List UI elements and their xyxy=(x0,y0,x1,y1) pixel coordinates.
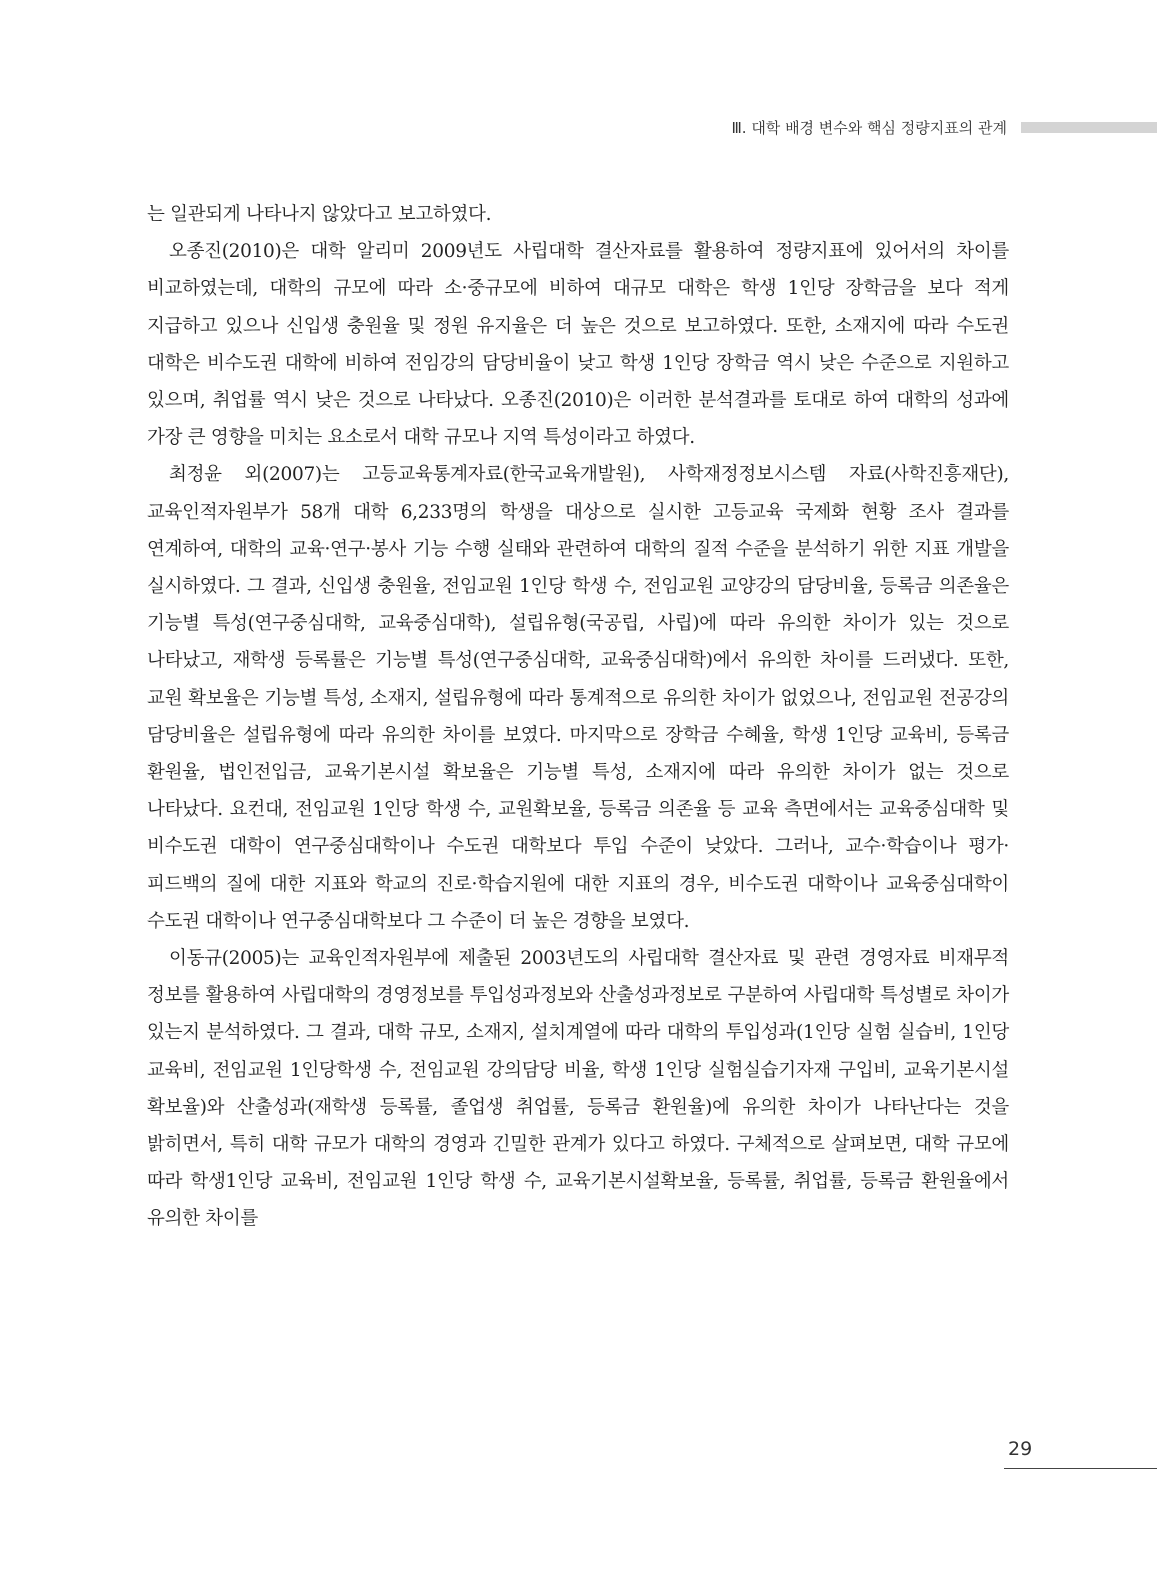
footer-rule xyxy=(1004,1468,1157,1469)
chapter-title: Ⅲ. 대학 배경 변수와 핵심 정량지표의 관계 xyxy=(731,119,1007,137)
body-text xyxy=(147,196,1009,1238)
header-decoration-bar xyxy=(1021,122,1157,133)
paragraph-lee-donggyu: 이동규(2005)는 교육인적자원부에 제출된 2003년도의 사립대학 결산자료 및 관련 경영자료 비재무적 정보를 활용하여 사립대학의 경영정보를 투입성과정보와 산출성과정보로 구분하여 사립대학 특성별로 차이가 있는지 분석하였다. 그 결과, 대학 규모, 소재지, 설치계열에 따라 대학의 투입성과(1인당 실험 실습비, 1인당 교육비, 전임교원 1인당학생 수, 전임교원 강의담당 비율, 학생 1인당 실험실습기자재 구입비, 교육기본시설 확보율)와 산출성과(재학생 등록률, 졸업생 취업률, 등록금 환원율)에 유의한 차이가 나타난다는 것을 밝히면서, 특히 대학 규모가 대학의 경영과 긴밀한 관계가 있다고 하였다. 구체적으로 살펴보면, 대학 규모에 따라 학생1인당 교육비, 전임교원 1인당 학생 수, 교육기본시설확보율, 등록률, 취업률, 등록금 환원율에서 유의한 차이를 xyxy=(147,948,1009,1230)
running-header xyxy=(560,118,1157,140)
paragraph-continuation: 는 일관되게 나타나지 않았다고 보고하였다. xyxy=(147,204,492,225)
paragraph-oh-jongjin: 오종진(2010)은 대학 알리미 2009년도 사립대학 결산자료를 활용하여 정량지표에 있어서의 차이를 비교하였는데, 대학의 규모에 따라 소·중규모에 비하여 대규모 대학은 학생 1인당 장학금을 보다 적게 지급하고 있으나 신입생 충원율 및 정원 유지율은 더 높은 것으로 보고하였다. 또한, 소재지에 따라 수도권 대학은 비수도권 대학에 비하여 전임강의 담당비율이 낮고 학생 1인당 장학금 역시 낮은 수준으로 지원하고 있으며, 취업률 역시 낮은 것으로 나타났다. 오종진(2010)은 이러한 분석결과를 토대로 하여 대학의 성과에 가장 큰 영향을 미치는 요소로서 대학 규모나 지역 특성이라고 하였다. xyxy=(147,241,1009,449)
paragraph-choi-jeongyun: 최정윤 외(2007)는 고등교육통계자료(한국교육개발원), 사학재정정보시스템 자료(사학진흥재단), 교육인적자원부가 58개 대학 6,233명의 학생을 대상으로 실시한 고등교육 국제화 현황 조사 결과를 연계하여, 대학의 교육·연구·봉사 기능 수행 실태와 관련하여 대학의 질적 수준을 분석하기 위한 지표 개발을 실시하였다. 그 결과, 신입생 충원율, 전임교원 1인당 학생 수, 전임교원 교양강의 담당비율, 등록금 의존율은 기능별 특성(연구중심대학, 교육중심대학), 설립유형(국공립, 사립)에 따라 유의한 차이가 있는 것으로 나타났고, 재학생 등록률은 기능별 특성(연구중심대학, 교육중심대학)에서 유의한 차이를 드러냈다. 또한, 교원 확보율은 기능별 특성, 소재지, 설립유형에 따라 통계적으로 유의한 차이가 없었으나, 전임교원 전공강의 담당비율은 설립유형에 따라 유의한 차이를 보였다. 마지막으로 장학금 수혜율, 학생 1인당 교육비, 등록금 환원율, 법인전입금, 교육기본시설 확보율은 기능별 특성, 소재지에 따라 유의한 차이가 없는 것으로 나타났다. 요컨대, 전임교원 1인당 학생 수, 교원확보율, 등록금 의존율 등 교육 측면에서는 교육중심대학 및 비수도권 대학이 연구중심대학이나 수도권 대학보다 투입 수준이 낮았다. 그러나, 교수·학습이나 평가·피드백의 질에 대한 지표와 학교의 진로·학습지원에 대한 지표의 경우, 비수도권 대학이나 교육중심대학이 수도권 대학이나 연구중심대학보다 그 수준이 더 높은 경향을 보였다. xyxy=(147,464,1009,932)
page-number: 29 xyxy=(1008,1438,1033,1460)
